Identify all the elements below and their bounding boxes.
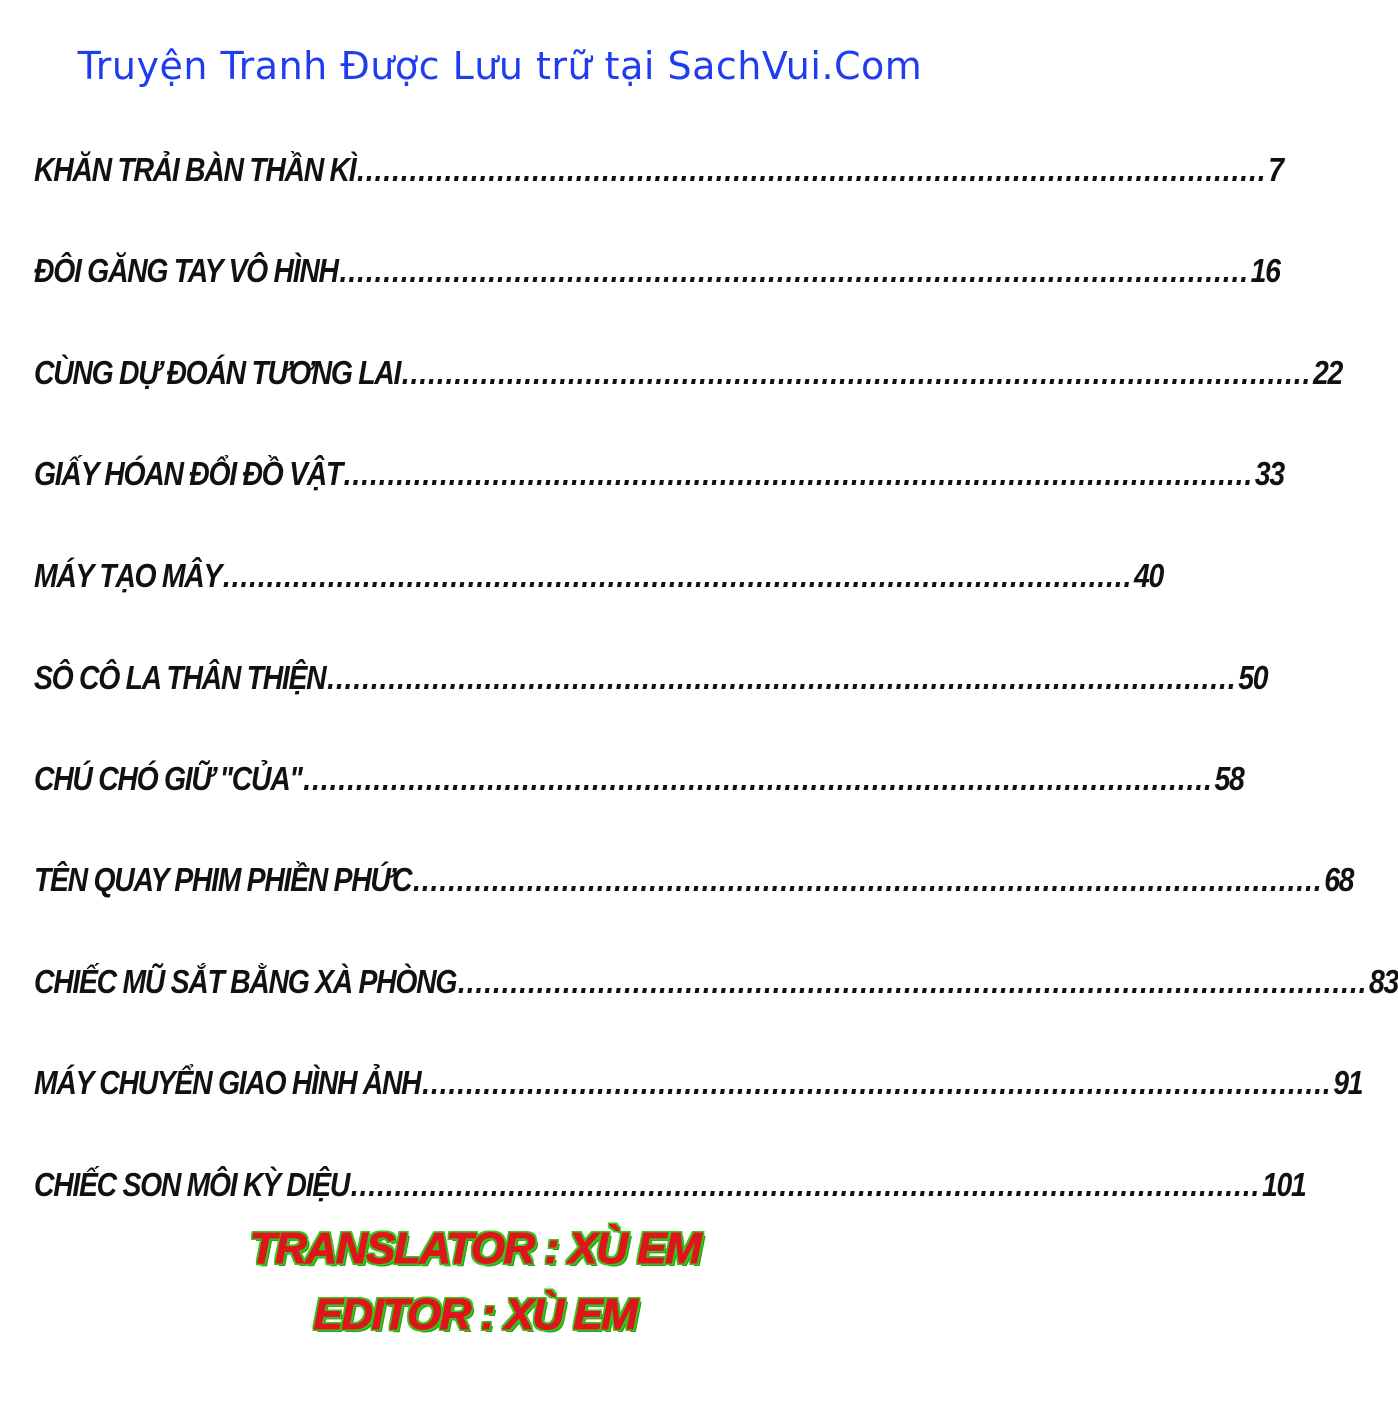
toc-entry-title: MÁY CHUYỂN GIAO HÌNH ẢNH	[34, 1064, 421, 1101]
toc-entry-title: CHÚ CHÓ GIỮ "CỦA"	[34, 760, 302, 797]
site-watermark-header: Truyện Tranh Được Lưu trữ tại SachVui.Com	[77, 44, 923, 88]
toc-entry-title: CHIẾC MŨ SẮT BẰNG XÀ PHÒNG	[34, 963, 457, 1000]
toc-entry	[34, 648, 1268, 708]
toc-leader-dots: ........................................................................................................	[401, 354, 1312, 391]
toc-leader-dots: ........................................................................................................	[350, 1166, 1261, 1203]
toc-entry-page: 7	[1268, 151, 1283, 188]
toc-entry-title: KHĂN TRẢI BÀN THẦN KÌ	[34, 151, 356, 188]
toc-entry	[34, 444, 1284, 504]
toc-leader-dots: ........................................................................................................	[457, 963, 1368, 1000]
toc-entry	[34, 1053, 1363, 1113]
toc-entry-title: CHIẾC SON MÔI KỲ DIỆU	[34, 1166, 350, 1203]
toc-entry-page: 22	[1312, 354, 1342, 391]
toc-entry	[34, 749, 1244, 809]
toc-leader-dots: ........................................................................................................	[339, 252, 1249, 289]
toc-entry-title: CÙNG DỰ ĐOÁN TƯƠNG LAI	[34, 354, 401, 391]
toc-entry	[34, 546, 1164, 606]
toc-entry-title: ĐÔI GĂNG TAY VÔ HÌNH	[34, 252, 338, 289]
toc-entry-page: 33	[1254, 455, 1284, 492]
toc-entry-page: 91	[1333, 1064, 1363, 1101]
toc-leader-dots: ........................................................................................................	[222, 557, 1133, 594]
toc-entry	[34, 1155, 1306, 1215]
toc-entry-page: 40	[1134, 557, 1164, 594]
toc-entry	[34, 241, 1280, 301]
toc-entry-title: TÊN QUAY PHIM PHIỀN PHỨC	[34, 861, 412, 898]
editor-credit: EDITOR : XÙ EM	[313, 1290, 637, 1339]
toc-entry	[34, 343, 1342, 403]
toc-entry-page: 83	[1369, 963, 1398, 1000]
toc-entry	[34, 952, 1398, 1012]
toc-entry-page: 58	[1214, 760, 1244, 797]
toc-entry	[34, 140, 1283, 200]
toc-entry-title: SÔ CÔ LA THÂN THIỆN	[34, 659, 326, 696]
toc-leader-dots: ........................................................................................................	[327, 659, 1237, 696]
toc-entry-title: MÁY TẠO MÂY	[34, 557, 222, 594]
toc-leader-dots: ........................................................................................................	[422, 1064, 1332, 1101]
toc-entry-page: 16	[1250, 252, 1280, 289]
translator-credit: TRANSLATOR : XÙ EM	[249, 1224, 701, 1273]
toc-leader-dots: ........................................................................................................	[357, 151, 1267, 188]
toc-leader-dots: ........................................................................................................	[412, 861, 1323, 898]
toc-entry-page: 68	[1324, 861, 1354, 898]
toc-entry-page: 101	[1261, 1166, 1306, 1203]
toc-entry-page: 50	[1238, 659, 1268, 696]
toc-leader-dots: ........................................................................................................	[303, 760, 1213, 797]
toc-entry-title: GIẤY HÓAN ĐỔI ĐỒ VẬT	[34, 455, 342, 492]
toc-leader-dots: ........................................................................................................	[343, 455, 1254, 492]
toc-entry	[34, 850, 1354, 910]
